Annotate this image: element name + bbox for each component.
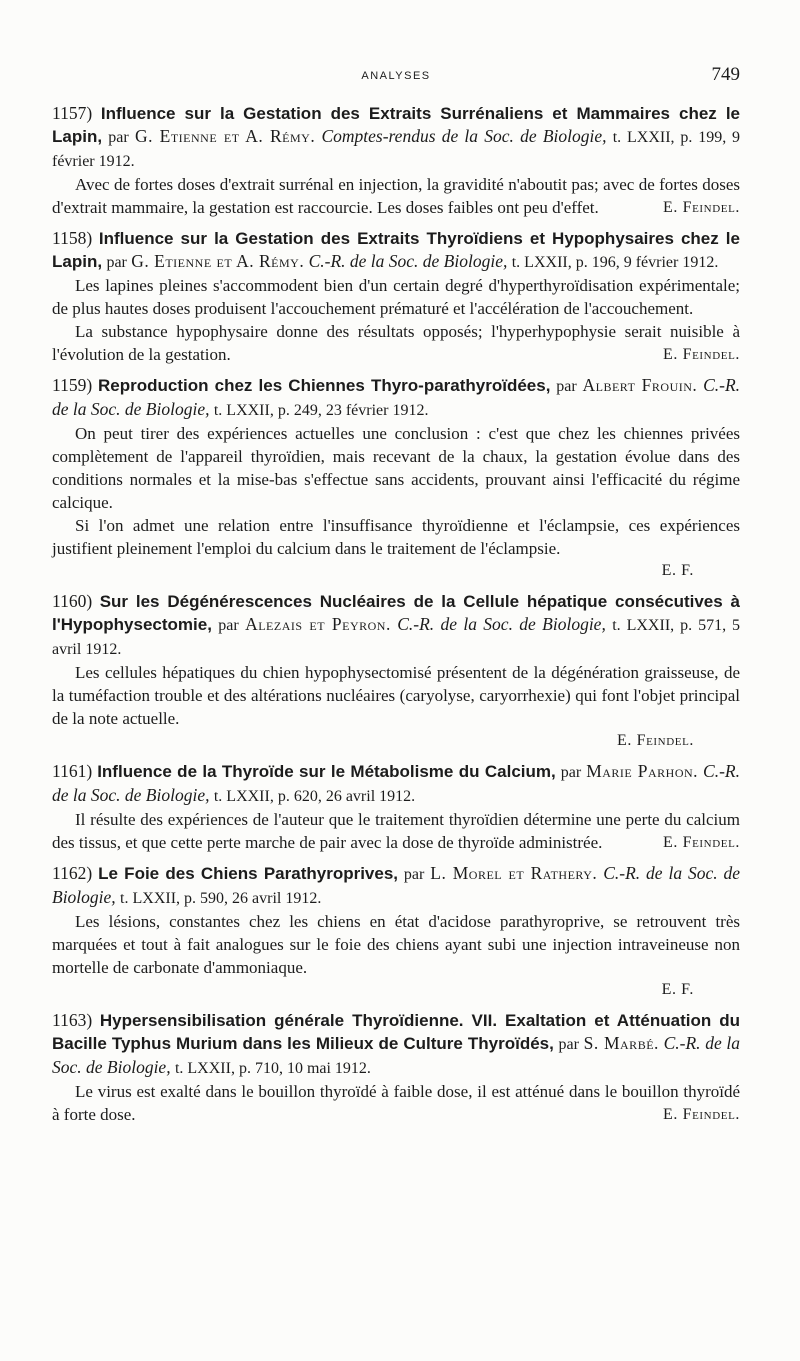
entry-by: par [218,617,239,634]
entry-reference: C.-R. de la Soc. de Biologie, [397,614,606,634]
entry-signature: E. Feindel. [663,1106,740,1123]
entry-paragraph: Les lapines pleines s'accommodent bien d'un certain degré d'hyperthyroïdisation expérimentale; de plus hautes doses produisent l'accouchement prématuré et l'accélération de l'accouchement. [52,276,740,318]
entry-heading: Le Foie des Chiens Parathyroprives, [98,864,399,883]
entry-title [52,1009,740,1080]
entry-paragraph: Les lésions, constantes chez les chiens en état d'acidose parathyroprive, se retrouvent très marquées et tout à fait analogues sur le foie des chiens ayant subi une injection intraveineuse non mortelle de carbonate d'ammoniaque. [52,912,740,977]
entry-signature: E. F. [661,981,694,998]
entry-heading: Sur les Dégénérescences Nucléaires de la Cellule hépatique consécutives à l'Hypophysectomie, [52,592,740,634]
entry-signature: E. Feindel. [663,834,740,851]
abstract-entry [52,862,740,1001]
entry-paragraph: Avec de fortes doses d'extrait surrénal en injection, la gravidité n'aboutit pas; avec de fortes doses d'extrait mammaire, la gestation est raccourcie. Les doses faibles ont peu d'effet. E. Feindel. [52,175,740,217]
entry-authors: G. Etienne et A. Rémy. [131,251,305,271]
entry-paragraph: On peut tirer des expériences actuelles une conclusion : c'est que chez les chiennes privées complètement de l'appareil thyroïdien, mais recevant de la chaux, la gestation évolue dans des conditions normales et la mise-bas s'effectue sans accidents, prouvant ainsi l'efficacité du régime calcique. [52,424,740,512]
entry-paragraph: Le virus est exalté dans le bouillon thyroïdé à faible dose, il est atténué dans le bouillon thyroïdé à forte dose. E. Feindel. [52,1082,740,1124]
entry-reference: C.-R. de la Soc. de Biologie, [52,375,741,419]
entry-number: 1160) [52,591,93,611]
abstract-entry [52,102,740,219]
entry-signature: E. Feindel. [663,199,740,216]
entry-paragraph: Si l'on admet une relation entre l'insuffisance thyroïdienne et l'éclampsie, ces expériences justifient pleinement l'emploi du calcium dans le traitement de l'éclampsie. [52,516,740,558]
entry-reference-detail: t. LXXII, p. 196, 9 février 1912. [511,254,719,271]
entry-by: par [106,254,127,271]
entry-authors: S. Marbé. [583,1033,659,1053]
entry-authors: Marie Parhon. [586,761,699,781]
entry-paragraph: Les cellules hépatiques du chien hypophysectomisé présentent de la dégénération graisseuse, de la tuméfaction trouble et des altérations nucléaires (caryolyse, caryorrhexie) qui font l'objet principal de la note actuelle. [52,663,740,728]
entry-number: 1157) [52,103,93,123]
entry-reference: C.-R. de la Soc. de Biologie, [52,761,740,805]
entry-by: par [556,378,577,395]
entry-title [52,227,740,274]
entry-number: 1161) [52,761,93,781]
abstract-entry [52,760,740,854]
entry-by: par [560,764,582,781]
entry-reference-detail: t. LXXII, p. 571, 5 avril 1912. [52,617,741,658]
running-head: ANALYSES [361,70,431,82]
entry-reference: Comptes-rendus de la Soc. de Biologie, [321,126,607,146]
entry-by: par [108,129,129,146]
entry-heading: Reproduction chez les Chiennes Thyro-parathyroïdées, [97,376,551,395]
entry-reference: C.-R. de la Soc. de Biologie, [308,251,508,271]
entry-authors: G. Etienne et A. Rémy. [134,126,316,146]
entry-title [52,760,740,808]
entry-signature: E. Feindel. [663,346,740,363]
entry-title [52,590,740,661]
entry-title [52,862,740,910]
entry-reference-detail: t. LXXII, p. 590, 26 avril 1912. [120,890,322,907]
entry-by: par [558,1036,579,1053]
abstract-entry [52,227,740,366]
page-number: 749 [711,64,740,85]
entry-by: par [403,866,425,883]
entry-heading: Influence sur la Gestation des Extraits Thyroïdiens et Hypophysaires chez le Lapin, [52,229,740,271]
entry-paragraph: La substance hypophysaire donne des résultats opposés; l'hyperhypophysie serait nuisible à l'évolution de la gestation. E. Feindel. [52,322,740,364]
entry-heading: Hypersensibilisation générale Thyroïdienne. VII. Exaltation et Atténuation du Bacille Typhus Murium dans les Milieux de Culture Thyroïdés, [52,1011,741,1053]
entry-number: 1158) [52,228,93,248]
entry-reference-detail: t. LXXII, p. 249, 23 février 1912. [213,402,429,419]
entry-heading: Influence de la Thyroïde sur le Métabolisme du Calcium, [97,762,556,781]
entry-heading: Influence sur la Gestation des Extraits Surrénaliens et Mammaires chez le Lapin, [52,104,740,146]
entry-paragraph: Il résulte des expériences de l'auteur que le traitement thyroïdien détermine une perte du calcium des tissus, et que cette perte marche de pair avec la dose de thyroïde administrée. E. Feindel. [52,810,740,852]
abstract-entry [52,1009,740,1126]
entry-authors: Albert Frouin. [582,375,698,395]
entry-authors: Alezais et Peyron. [245,614,391,634]
entry-number: 1159) [52,375,93,395]
entry-title [52,102,740,173]
entry-reference-detail: t. LXXII, p. 620, 26 avril 1912. [213,788,416,805]
entry-title [52,374,740,422]
entry-number: 1162) [52,863,93,883]
entry-number: 1163) [52,1010,93,1030]
entry-reference-detail: t. LXXII, p. 710, 10 mai 1912. [174,1060,371,1077]
abstract-entry [52,590,740,752]
page-header [52,64,740,88]
analyses-list [52,102,740,1134]
entry-reference-detail: t. LXXII, p. 199, 9 février 1912. [52,129,741,170]
entry-signature: E. Feindel. [617,732,694,749]
entry-authors: L. Morel et Rathery. [430,863,598,883]
entry-reference: C.-R. de la Soc. de Biologie, [52,863,741,907]
entry-signature: E. F. [661,562,694,579]
entry-reference: C.-R. de la Soc. de Biologie, [52,1033,741,1077]
abstract-entry [52,374,740,582]
